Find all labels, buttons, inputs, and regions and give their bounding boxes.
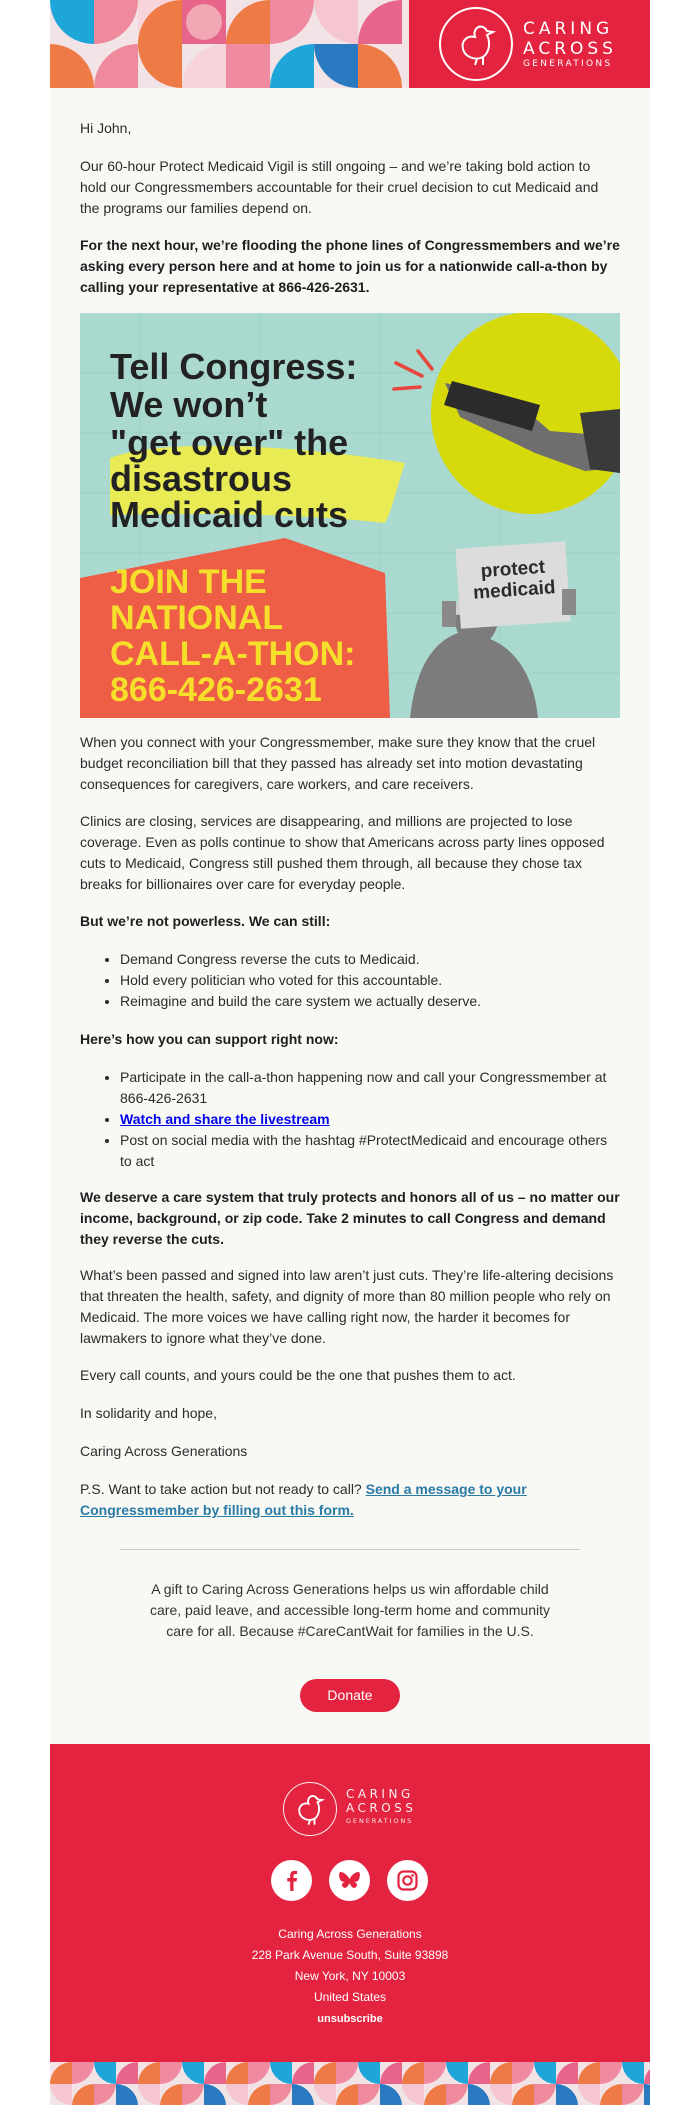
email-header [50, 0, 650, 88]
passed-paragraph: What’s been passed and signed into law aren’t just cuts. They’re life-altering decisions that threaten the health, safety, and dignity of more than 80 million people who rely on Medicaid. The more voices we have calling right now, the harder it becomes for lawmakers to ignore what they’ve done. [80, 1267, 614, 1346]
donate-button[interactable]: Donate [300, 1679, 400, 1712]
hero-sign-line2: medicaid [472, 577, 557, 604]
brand-name-line3: GENERATIONS [523, 59, 613, 69]
list-item: • Post on social media with the hashtag #ProtectMedicaid and encourage others to act [120, 1130, 620, 1172]
clinics-paragraph: Clinics are closing, services are disappearing, and millions are projected to lose coverage. Even as polls continue to show that Americans across party lines opposed cuts to Medicaid, Congress still pushed them through, all because they chose tax breaks for billionaires over care for everyday people. [80, 813, 605, 892]
bluesky-icon [329, 1860, 370, 1901]
header-pattern [50, 0, 409, 88]
hero-join-2: NATIONAL [110, 599, 284, 637]
sign-off: In solidarity and hope, [80, 1405, 217, 1421]
support-heading: Here’s how you can support right now: [80, 1031, 339, 1047]
hero-headline-5: Medicaid cuts [110, 494, 349, 535]
brand-name-line2: ACROSS [523, 39, 617, 59]
every-call-paragraph: Every call counts, and yours could be the one that pushes them to act. [80, 1367, 516, 1383]
list-item [120, 1109, 620, 1130]
footer-pattern [50, 2062, 650, 2105]
can-still-list [80, 949, 620, 1012]
connect-paragraph: When you connect with your Congressmember, make sure they know that the cruel budget reconciliation bill that they passed has already set into motion devastating consequences for caregivers, care workers, and care receivers. [80, 734, 596, 792]
list-item: • Participate in the call-a-thon happening now and call your Congressmember at 866-426-2631 [120, 1067, 620, 1109]
call-to-action-paragraph: For the next hour, we’re flooding the phone lines of Congressmembers and we’re asking every person here and at home to join us for a nationwide call-a-thon by calling your representative at 866-426-2631. [80, 237, 620, 295]
footer-city: New York, NY 10003 [294, 1969, 406, 1983]
greeting: Hi John, [80, 120, 132, 136]
brand-panel [409, 0, 650, 88]
list-item: • Reimagine and build the care system we actually deserve. [120, 991, 620, 1012]
footer-brand-line2: ACROSS [346, 1801, 417, 1815]
deserve-paragraph: We deserve a care system that truly protects and honors all of us – no matter our income, background, or zip code. Take 2 minutes to call Congress and demand they reverse the cuts. [80, 1189, 620, 1247]
footer-brand-line3: GENERATIONS [346, 1817, 414, 1825]
facebook-button[interactable] [271, 1860, 312, 1901]
footer-org-name: Caring Across Generations [278, 1927, 422, 1941]
divider [120, 1549, 580, 1550]
livestream-link[interactable]: Watch and share the livestream [120, 1111, 330, 1127]
brand-name-line1: CARING [523, 19, 614, 39]
hero-join-1: JOIN THE [110, 563, 267, 601]
bird-logo-icon [453, 19, 501, 69]
hero-artwork [80, 313, 620, 718]
not-powerless-heading: But we’re not powerless. We can still: [80, 913, 331, 929]
hero-join-4: 866-426-2631 [110, 671, 322, 709]
unsubscribe-link[interactable]: unsubscribe [317, 2013, 383, 2025]
ps-prefix: P.S. Want to take action but not ready to call? [80, 1481, 366, 1497]
ps-paragraph [80, 1479, 620, 1521]
list-item: • Hold every politician who voted for this accountable. [120, 970, 620, 991]
footer-country: United States [313, 1990, 387, 2004]
hero-join-3: CALL-A-THON: [110, 635, 356, 673]
footer-bird-logo-icon [292, 1790, 328, 1828]
support-list [80, 1067, 620, 1172]
hero-sign-line1: protect [480, 556, 546, 583]
intro-paragraph: Our 60-hour Protect Medicaid Vigil is still ongoing – and we’re taking bold action to hold our Congressmembers accountable for their cruel decision to cut Medicaid and the programs our families depend on. [80, 158, 599, 216]
footer [50, 1744, 650, 2062]
instagram-button[interactable] [387, 1860, 428, 1901]
hero-headline-2: We won’t [110, 384, 268, 425]
hero-headline-3: "get over" the [110, 422, 349, 463]
hero-headline-1: Tell Congress: [110, 346, 358, 387]
footer-brand-line1: CARING [346, 1787, 414, 1801]
gift-paragraph: A gift to Caring Across Generations helps us win affordable child care, paid leave, and accessible long-term home and community care for all. Because #CareCantWait for families in the U.S. [150, 1581, 550, 1639]
instagram-icon [387, 1860, 428, 1901]
list-item: • Demand Congress reverse the cuts to Medicaid. [120, 949, 620, 970]
signature: Caring Across Generations [80, 1443, 248, 1459]
footer-street: 228 Park Avenue South, Suite 93898 [251, 1948, 449, 1962]
hero-image[interactable] [80, 313, 620, 718]
facebook-icon [271, 1860, 312, 1901]
bluesky-button[interactable] [329, 1860, 370, 1901]
message-form-link[interactable]: Send a message to your Congressmember by filling out this form. [80, 1481, 527, 1518]
hero-headline-4: disastrous [110, 458, 293, 499]
